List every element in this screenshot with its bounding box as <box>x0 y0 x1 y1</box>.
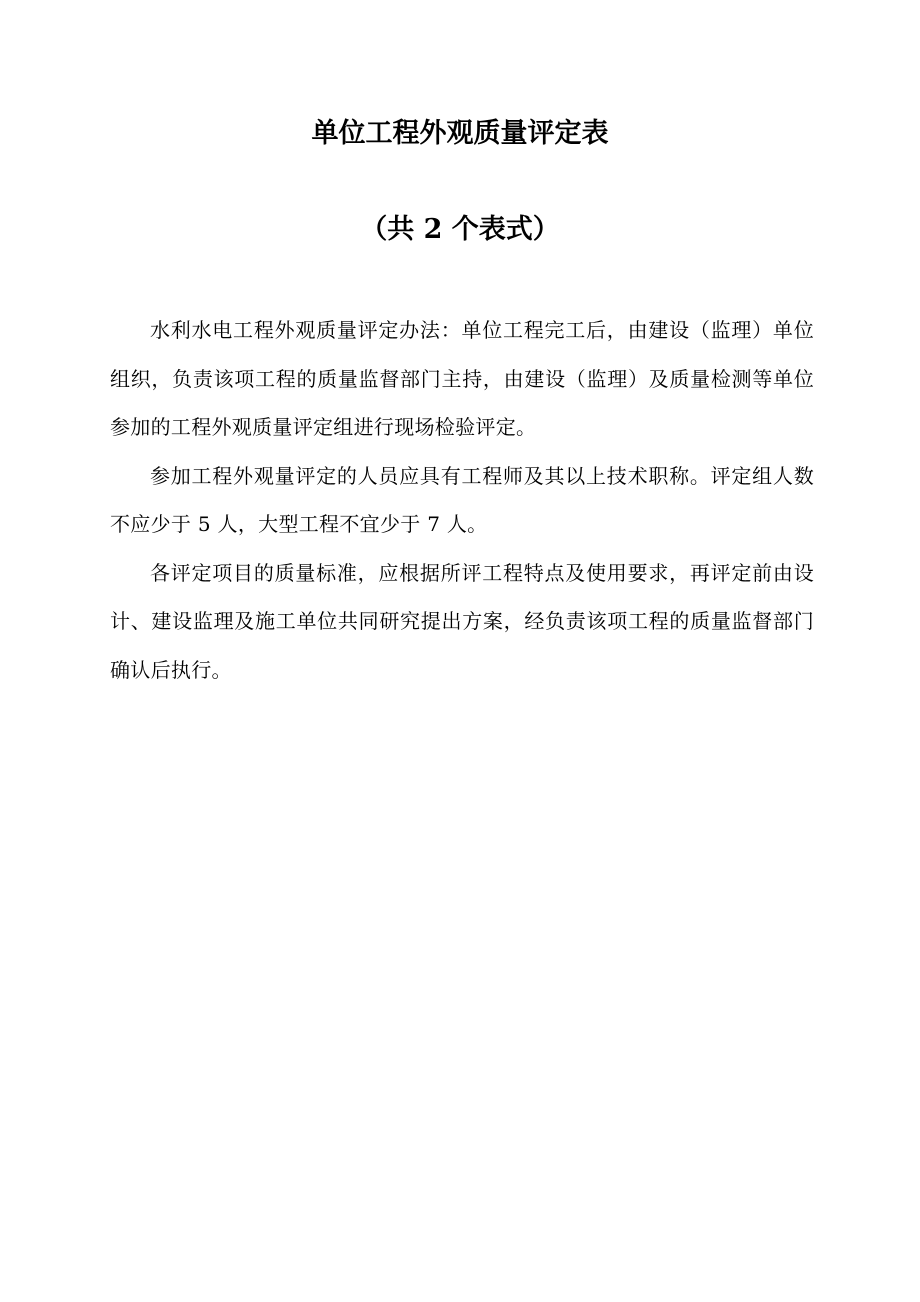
document-body <box>110 306 814 694</box>
paragraph-personnel-requirements: 参加工程外观量评定的人员应具有工程师及其以上技术职称。评定组人数不应少于 5 人，大型工程不宜少于 7 人。 <box>110 463 814 536</box>
paragraph-evaluation-method: 水利水电工程外观质量评定办法：单位工程完工后，由建设（监理）单位组织，负责该项工程的质量监督部门主持，由建设（监理）及质量检测等单位参加的工程外观质量评定组进行现场检验评定。 <box>110 318 814 439</box>
document-title: 单位工程外观质量评定表 <box>311 118 609 149</box>
paragraph-quality-standards: 各评定项目的质量标准，应根据所评工程特点及使用要求，再评定前由设计、建设监理及施工单位共同研究提出方案，经负责该项工程的质量监督部门确认后执行。 <box>110 560 814 682</box>
document-subtitle: （共 2 个表式） <box>360 214 560 245</box>
